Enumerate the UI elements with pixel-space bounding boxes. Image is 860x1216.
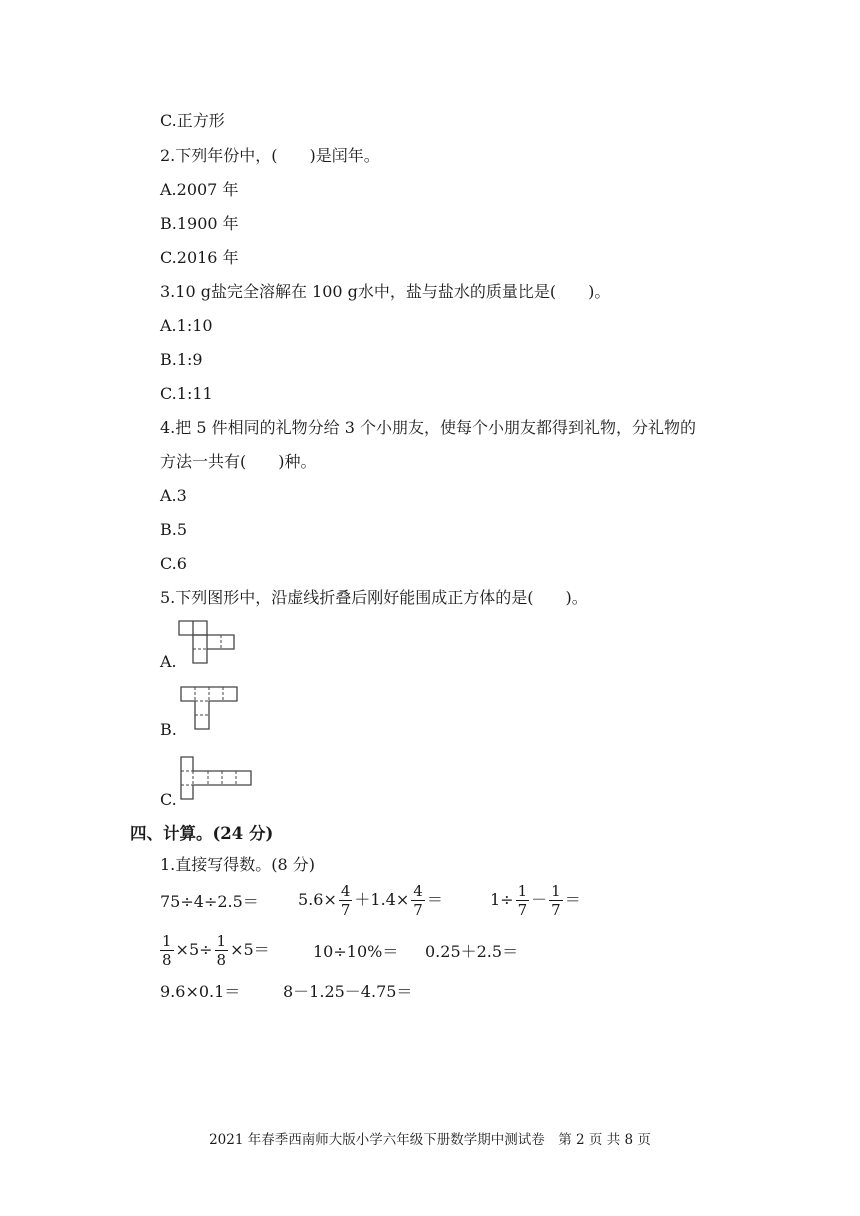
option-3c: C.1:11: [160, 384, 213, 403]
fraction-1-7: [516, 882, 530, 919]
section-4-heading: 四、计算。(24 分): [130, 824, 274, 843]
expression-3-part-c: ＝: [564, 890, 581, 909]
expression-1: 75÷4÷2.5＝: [160, 892, 259, 911]
fraction-numerator: 4: [413, 882, 423, 900]
question-3: 3.10 g盐完全溶解在 100 g水中，盐与盐水的质量比是( )。: [160, 282, 611, 301]
fraction-numerator: 1: [551, 882, 561, 900]
question-4-line-1: 4.把 5 件相同的礼物分给 3 个小朋友，使每个小朋友都得到礼物，分礼物的: [160, 418, 696, 437]
fraction-numerator: 4: [340, 882, 351, 900]
cube-net-b-diagram: [180, 686, 260, 732]
fraction-numerator: 1: [517, 882, 528, 900]
fraction-denominator: 7: [413, 901, 423, 919]
expression-4-part-b: ×5＝: [230, 940, 270, 959]
option-5c-label: C.: [160, 790, 177, 809]
expression-5: 10÷10%＝: [313, 942, 399, 961]
fraction-denominator: 7: [551, 901, 561, 919]
expression-4: [158, 932, 270, 969]
option-4b: B.5: [160, 520, 188, 539]
expression-8: 8－1.25－4.75＝: [283, 982, 413, 1001]
option-1c: C.正方形: [160, 111, 225, 130]
fraction-denominator: 7: [517, 901, 528, 919]
expression-3: [490, 882, 581, 919]
fraction-denominator: 8: [216, 951, 227, 969]
fraction-denominator: 7: [340, 901, 351, 919]
option-4a: A.3: [160, 486, 187, 505]
expression-3-part-a: 1÷: [490, 890, 514, 909]
expression-4-part-a: ×5÷: [175, 940, 213, 959]
expression-2-part-b: ＋1.4×: [354, 890, 410, 909]
option-2a: A.2007 年: [160, 180, 239, 199]
fraction-denominator: 8: [162, 951, 172, 969]
option-3b: B.1:9: [160, 350, 203, 369]
option-5b-label: B.: [160, 720, 177, 739]
fraction-1-7: [549, 882, 563, 919]
fraction-4-7: [411, 882, 425, 919]
cube-net-a-diagram: [178, 620, 258, 666]
option-2c: C.2016 年: [160, 248, 239, 267]
expression-3-part-b: －: [531, 890, 548, 909]
cube-net-option-c: [160, 752, 280, 808]
expression-2-part-c: ＝: [426, 890, 443, 909]
subquestion-1: 1.直接写得数。(8 分): [160, 855, 316, 874]
question-5: 5.下列图形中，沿虚线折叠后刚好能围成正方体的是( )。: [160, 588, 588, 607]
option-5a-label: A.: [160, 652, 177, 671]
expression-7: 9.6×0.1＝: [160, 982, 241, 1001]
option-3a: A.1:10: [160, 316, 213, 335]
expression-2: [298, 882, 443, 919]
question-4-line-2: 方法一共有( )种。: [160, 452, 317, 471]
page-footer: 2021 年春季西南师大版小学六年级下册数学期中测试卷 第 2 页 共 8 页: [209, 1132, 651, 1148]
fraction-1-8: [160, 932, 174, 969]
cube-net-option-a: [160, 618, 280, 670]
fraction-numerator: 1: [216, 932, 227, 950]
option-2b: B.1900 年: [160, 214, 239, 233]
cube-net-c-diagram: [178, 754, 258, 804]
cube-net-option-b: [160, 684, 280, 739]
fraction-numerator: 1: [162, 932, 172, 950]
fraction-1-8: [215, 932, 229, 969]
option-4c: C.6: [160, 554, 187, 573]
fraction-4-7: [339, 882, 353, 919]
expression-2-part-a: 5.6×: [298, 890, 337, 909]
expression-6: 0.25＋2.5＝: [425, 942, 519, 961]
question-2: 2.下列年份中，( )是闰年。: [160, 146, 380, 165]
